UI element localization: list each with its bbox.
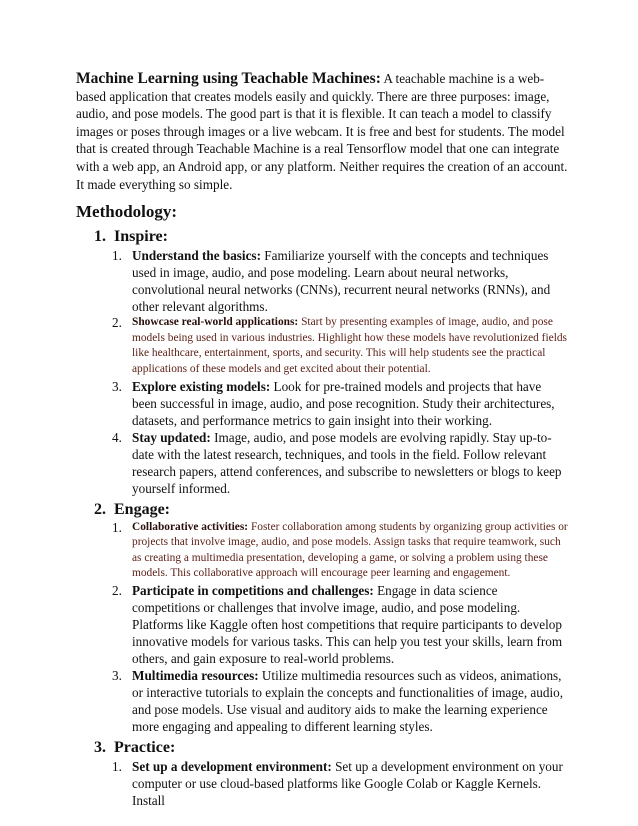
item-term: Explore existing models: — [132, 378, 271, 394]
intro-paragraph — [76, 70, 568, 193]
item-text: Foster collaboration among students by organizing group activities or projects that involve image, audio, and pose models. Assign tasks that require teamwork, such as creating a multimedia presentation, developing a game, or solving a problem using these models. This collaborative approach will encourage peer learning and engagement. — [132, 520, 568, 580]
methodology-heading: Methodology: — [76, 202, 178, 222]
list-item — [76, 667, 568, 735]
item-term: Multimedia resources: — [132, 667, 259, 683]
intro-body: A teachable machine is a web-based application that creates models easily and quickly. There are three purposes: image, audio, and pose models. The good part is that it is flexible. It can teach a model to classify images or poses through images or a live webcam. It is free and best for students. The model that is created through Teachable Machine is a real Tensorflow model that one can integrate with a web app, an Android app, or any platform. Neither requires the creation of an account. It made everything so simple. — [76, 71, 568, 192]
phase-name: Engage: — [114, 500, 170, 518]
item-text: Start by presenting examples of image, audio, and pose models being used in various industries. Highlight how these models have revolutionized fields like healthcare, entertainment, sports, and security. This will help students see the practical applications of these models and get excited about their potential. — [132, 316, 567, 375]
phase-items — [76, 758, 568, 809]
phase-number: 2. — [94, 500, 106, 518]
item-number: 1. — [112, 248, 122, 264]
phase-title — [76, 227, 568, 246]
item-number: 4. — [112, 429, 122, 445]
list-item — [76, 429, 568, 497]
item-text: Utilize multimedia resources such as videos, animations, or interactive tutorials to explain the concepts and functionalities of image, audio, and pose models. Use visual and auditory aids to make the learning experience more engaging and appealing to different learning styles. — [132, 667, 564, 734]
item-text: Familiarize yourself with the concepts and techniques used in image, audio, and pose modeling. Learn about neural networks, convolutional neural networks (CNNs), recurrent neural networks (RNNs), and other relevant algorithms. — [132, 248, 551, 315]
item-number: 3. — [112, 378, 122, 394]
phase-engage — [76, 500, 568, 735]
list-item — [76, 758, 568, 809]
phase-inspire — [76, 227, 568, 496]
item-term: Collaborative activities: — [132, 520, 249, 533]
item-term: Showcase real-world applications: — [132, 316, 299, 329]
phase-items — [76, 520, 568, 735]
phase-title — [76, 500, 568, 519]
phase-name: Inspire: — [114, 228, 168, 246]
item-number: 1. — [112, 758, 122, 774]
phase-number: 3. — [94, 738, 106, 756]
item-number: 3. — [112, 667, 122, 683]
phase-title — [76, 738, 568, 757]
list-item — [76, 582, 568, 667]
list-item — [76, 378, 568, 429]
item-text: Set up a development environment on your computer or use cloud-based platforms like Google Colab or Kaggle Kernels. Install — [132, 758, 563, 808]
item-term: Stay updated: — [132, 429, 211, 445]
phase-practice — [76, 738, 568, 809]
item-number: 2. — [112, 315, 122, 331]
item-number: 1. — [112, 519, 122, 535]
item-text: Engage in data science competitions or challenges that involve image, audio, and pose modeling. Platforms like Kaggle often host competitions that require participants to develop innovative models for various tasks. This can help you test your skills, learn from others, and gain exposure to real-world problems. — [132, 582, 563, 666]
list-item — [76, 247, 568, 315]
phase-number: 1. — [94, 228, 106, 246]
intro-heading: Machine Learning using Teachable Machines: — [76, 70, 381, 87]
phase-items — [76, 247, 568, 496]
item-term: Understand the basics: — [132, 248, 261, 264]
item-term: Participate in competitions and challenges: — [132, 582, 374, 598]
item-text: Image, audio, and pose models are evolving rapidly. Stay up-to-date with the latest research, techniques, and tools in the field. Follow relevant research papers, attend conferences, and subscribe to newsletters or blogs to keep yourself informed. — [132, 429, 562, 496]
item-term: Set up a development environment: — [132, 758, 332, 774]
list-item — [76, 315, 568, 377]
list-item — [76, 520, 568, 582]
item-number: 2. — [112, 582, 122, 598]
phase-name: Practice: — [114, 738, 176, 756]
item-text: Look for pre-trained models and projects that have been successful in image, audio, and pose recognition. Study their architectures, datasets, and performance metrics to gain insight into their working. — [132, 378, 555, 428]
